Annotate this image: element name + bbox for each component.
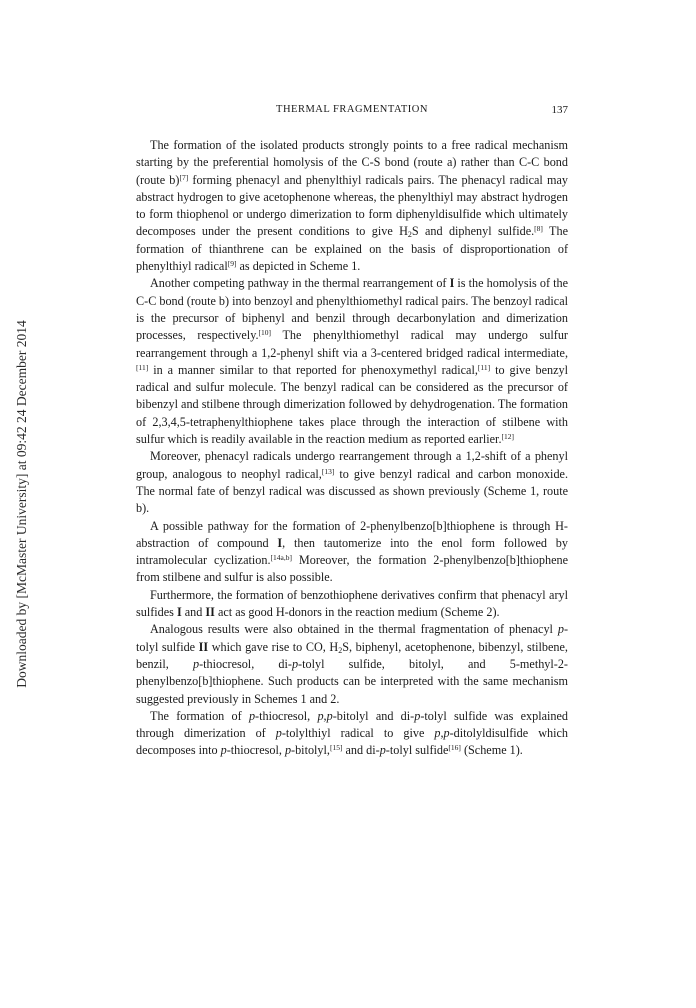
paragraph: Another competing pathway in the thermal rearrangement of I is the homolysis of the C-C bond (route b) into benzoyl and phenylthiomethyl radical pairs. The benzoyl radical is the precursor of biphenyl and benzil through decarbonylation and dimerization processes, respectively.[10] The phenylthiomethyl radical may undergo sulfur rearrangement through a 1,2-phenyl shift via a 3-centered bridged radical intermediate,[11] in a manner similar to that reported for phenoxymethyl radical,[11] to give benzyl radical and sulfur molecule. The benzyl radical can be considered as the precursor of bibenzyl and stilbene through dimerization followed by dehydrogenation. The formation of 2,3,4,5-tetraphenylthiophene takes place through the interaction of stilbene with sulfur which is readily available in the reaction medium as reported earlier.[12] — [136, 276, 568, 447]
paragraph: Furthermore, the formation of benzothiophene derivatives confirm that phenacyl aryl sulfides I and II act as good H-donors in the reaction medium (Scheme 2). — [136, 587, 568, 620]
paragraph: The formation of the isolated products strongly points to a free radical mechanism starting by the preferential homolysis of the C-S bond (route a) rather than C-C bond (route b)[7] forming phenacyl and phenylthiyl radicals pairs. The phenacyl radical may abstract hydrogen to give acetophenone whereas, the phenylthiyl may abstract hydrogen to form thiophenol or undergo dimerization to form diphenyldisulfide which ultimately decomposes under the present conditions to give $H_2S$ and diphenyl sulfide.[8] The formation of thianthrene can be explained on the basis of disproportionation of phenylthiyl radical[9] as depicted in Scheme 1. — [136, 138, 568, 274]
download-watermark: Downloaded by [McMaster University] at 09:42 24 December 2014 — [14, 320, 29, 688]
paragraph: The formation of p-thiocresol, p,p-bitolyl and di-p-tolyl sulfide was explained through dimerization of p-tolylthiyl radical to give p,p-ditolyldisulfide which decomposes into p-thiocresol, p-bitolyl,[15] and di-p-tolyl sulfide[16] (Scheme 1). — [136, 708, 568, 758]
side-margin — [0, 0, 44, 1008]
running-title: THERMAL FRAGMENTATION — [276, 104, 428, 115]
page-number: 137 — [551, 104, 568, 116]
paragraph: Moreover, phenacyl radicals undergo rearrangement through a 1,2-shift of a phenyl group, analogous to neophyl radical,[13] to give benzyl radical and carbon monoxide. The normal fate of benzyl radical was discussed as shown previously (Scheme 1, route b). — [136, 449, 568, 516]
paragraph: A possible pathway for the formation of 2-phenylbenzo[b]thiophene is through H-abstraction of compound I, then tautomerize into the enol form followed by intramolecular cyclization.[14a,b] Moreover, the formation 2-phenylbenzo[b]thiophene from stilbene and sulfur is also possible. — [136, 518, 568, 585]
paragraph: Analogous results were also obtained in the thermal fragmentation of phenacyl p-tolyl sulfide II which gave rise to CO, $H_2S$, biphenyl, acetophenone, bibenzyl, stilbene, benzil, p-thiocresol, di-p-tolyl sulfide, bitolyl, and 5-methyl-2-phenylbenzo[b]thiophene. Such products can be interpreted with the same mechanism suggested previously in Schemes 1 and 2. — [136, 622, 568, 706]
body-text — [136, 137, 568, 760]
running-header — [136, 104, 568, 120]
